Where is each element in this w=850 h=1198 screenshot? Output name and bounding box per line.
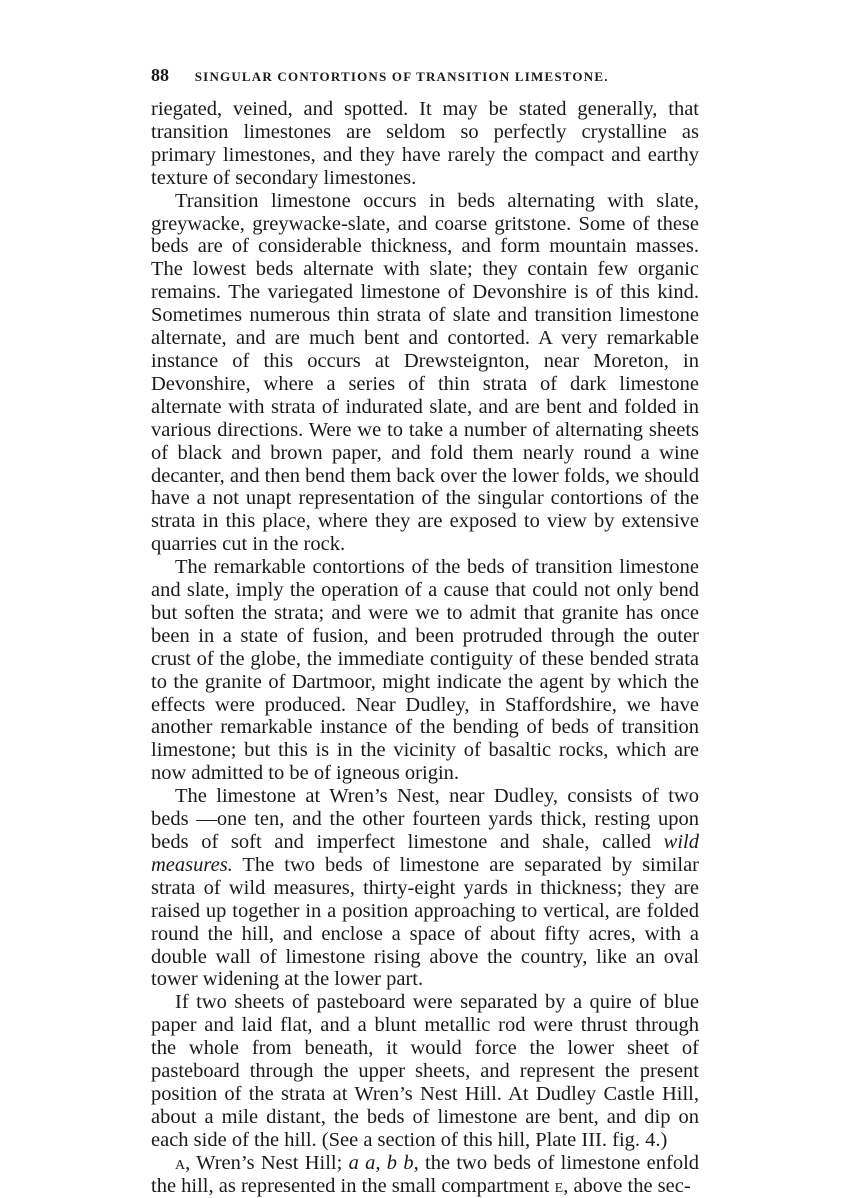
text-run: If two sheets of pasteboard were separated by a quire of blue paper and laid flat, and a blunt metallic rod were thrust through the whole from beneath, it would force the lower sheet of pasteboard through the upper sheets, and represent the present position of the strata at Wren’s Nest Hill. At Dudley Castle Hill, about a mile distant, the beds of limestone are bent, and dip on each side of the hill. (See a section of this hill, Plate III. fig. 4.) [151,991,699,1151]
smallcaps-text: a [175,1151,186,1174]
italic-text: a a, b b, [348,1151,419,1174]
paragraph [151,556,699,785]
running-title: SINGULAR CONTORTIONS OF TRANSITION LIMESTONE. [194,69,609,84]
paragraph [151,785,699,991]
text-run: , Wren’s Nest Hill; [185,1151,349,1174]
smallcaps-text: e [554,1174,564,1197]
text-run: the two beds of limestone enfold the hill, as represented in the small compartment [151,1151,700,1197]
paragraph [151,190,699,557]
running-head [151,66,711,86]
paragraph [151,991,699,1151]
text-run: , above the sec- [563,1174,691,1197]
text-run: The remarkable contortions of the beds of transition limestone and slate, imply the operation of a cause that could not only bend but soften the strata; and were we to admit that granite has once been in a state of fusion, and been protruded through the outer crust of the globe, the immediate contiguity of these bended strata to the granite of Dartmoor, might indicate the agent by which the effects were produced. Near Dudley, in Staffordshire, we have another remarkable instance of the bending of beds of transition limestone; but this is in the vicinity of basaltic rocks, which are now admitted to be of igneous origin. [151,556,699,785]
text-run: The two beds of limestone are separated by similar strata of wild measures, thirty-eight yards in thickness; they are raised up together in a position approaching to vertical, are folded round the hill, and enclose a space of about fifty acres, with a double wall of limestone rising above the country, like an oval tower widening at the lower part. [151,853,699,991]
paragraph [151,98,699,190]
text-run: The limestone at Wren’s Nest, near Dudley, consists of two beds —one ten, and the other fourteen yards thick, resting upon beds of soft and imperfect limestone and shale, called [151,785,699,853]
text-run: riegated, veined, and spotted. It may be stated generally, that transition limestones are seldom so perfectly crystalline as primary limestones, and they have rarely the compact and earthy texture of secondary limestones. [151,98,699,189]
text-run: Transition limestone occurs in beds alternating with slate, greywacke, greywacke-slate, and coarse gritstone. Some of these beds are of considerable thickness, and form mountain masses. The lowest beds alternate with slate; they contain few organic remains. The variegated limestone of Devonshire is of this kind. Sometimes numerous thin strata of slate and transition limestone alternate, and are much bent and contorted. A very remarkable instance of this occurs at Drewsteignton, near Moreton, in Devonshire, where a series of thin strata of dark limestone alternate with strata of indurated slate, and are bent and folded in various directions. Were we to take a number of alternating sheets of black and brown paper, and fold them nearly round a wine decanter, and then bend them back over the lower folds, we should have a not unapt representation of the singular contortions of the strata in this place, where they are exposed to view by extensive quarries cut in the rock. [151,189,699,556]
italic-text: wild measures. [151,831,699,876]
paragraph [151,1152,699,1198]
body-text [151,98,699,1198]
page-number: 88 [151,65,169,85]
